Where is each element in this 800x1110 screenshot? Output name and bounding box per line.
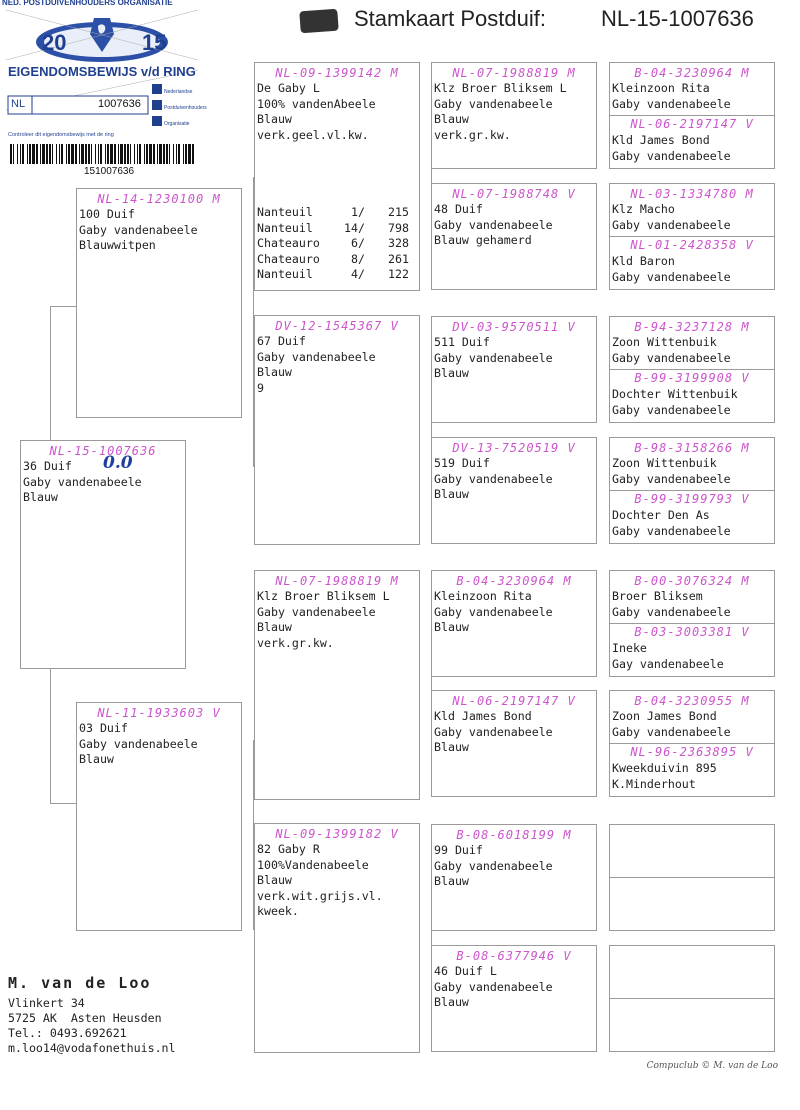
barcode-stripe (192, 144, 194, 164)
ring-number: NL-96-2363895 V (630, 745, 754, 759)
info-line: Dochter Wittenbuik (612, 387, 738, 401)
gen4-pair-empty (609, 945, 775, 1052)
info-line: Blauw gehamerd (434, 233, 532, 247)
barcode-stripe (178, 144, 180, 164)
pigeon-info (434, 709, 594, 756)
info-line: Blauw (434, 740, 469, 754)
info-line: Blauw (257, 873, 292, 887)
npo-line: Nederlandse (164, 89, 193, 95)
info-line: Gaby vandenabeele (612, 217, 731, 232)
info-line: Blauwwitpen (79, 238, 156, 252)
barcode-stripe (88, 144, 90, 164)
mother-pigeon (76, 702, 242, 931)
race-name: Chateauro (257, 251, 320, 266)
info-line: Ineke (612, 641, 647, 655)
barcode-stripe (100, 144, 102, 164)
pigeon-info (257, 334, 417, 396)
race-result-row (257, 205, 409, 221)
info-line: Kleinzoon Rita (434, 589, 532, 603)
info-line: Blauw (434, 620, 469, 634)
grandparent-pigeon (254, 823, 420, 1053)
info-line: Broer Bliksem (612, 589, 703, 603)
info-line: Gaby vandenabeele (612, 269, 731, 284)
info-line: 519 Duif (434, 456, 490, 470)
info-line: Kweekduivin 895 (612, 761, 717, 775)
gen4-pair (609, 570, 775, 677)
barcode-stripe (188, 144, 191, 164)
great-grandparent-pigeon (431, 316, 597, 423)
barcode-stripe (134, 144, 135, 164)
ownership-certificate (2, 0, 207, 180)
barcode-stripe (107, 144, 109, 164)
barcode-stripe (159, 144, 162, 164)
barcode-stripe (81, 144, 84, 164)
barcode-stripe (118, 144, 119, 164)
barcode-stripe (124, 144, 126, 164)
info-line: 9 (257, 380, 264, 395)
race-total: 328 (388, 236, 409, 250)
certificate-number: 1007636 (98, 98, 141, 110)
ring-number: B-04-3230955 M (634, 694, 750, 708)
owner-phone: Tel.: 0493.692621 (8, 1026, 127, 1040)
race-total: 122 (388, 267, 409, 281)
ring-number: NL-14-1230100 M (97, 192, 221, 206)
connector (596, 220, 610, 284)
pigeon-info (612, 589, 772, 620)
info-line: Gay vandenabeele (612, 656, 724, 671)
ring-number: DV-03-9570511 V (452, 320, 576, 334)
barcode-stripe (110, 144, 113, 164)
info-line: K.Minderhout (612, 776, 696, 791)
gen4-pair (609, 183, 775, 290)
pigeon-info (434, 335, 594, 382)
info-line: Gaby vandenabeele (612, 604, 731, 619)
pair-divider (610, 623, 774, 671)
pigeon-info (612, 641, 772, 672)
connector (241, 177, 254, 467)
barcode-stripe (176, 144, 177, 164)
info-line: Gaby vandenabeele (434, 350, 553, 365)
certificate-title: EIGENDOMSBEWIJS v/d RING (8, 64, 196, 79)
pigeon-info (434, 81, 594, 143)
certificate-year-right: 15 (142, 30, 167, 55)
barcode-stripe (32, 144, 35, 164)
info-line: Zoon Wittenbuik (612, 335, 717, 349)
great-grandparent-pigeon (431, 945, 597, 1052)
info-line: Gaby vandenabeele (434, 724, 553, 739)
barcode-stripe (144, 144, 145, 164)
race-place: 1/ (351, 205, 365, 219)
race-total: 261 (388, 251, 409, 266)
info-line: 36 Duif (23, 459, 72, 473)
great-grandparent-pigeon (431, 570, 597, 677)
barcode-stripe (185, 144, 187, 164)
pigeon-info (612, 456, 772, 487)
barcode-stripe (56, 144, 57, 164)
great-grandparent-pigeon (431, 62, 597, 169)
barcode-stripe (22, 144, 24, 164)
great-grandparent-pigeon (431, 824, 597, 931)
barcode-stripe (146, 144, 148, 164)
info-line: verk.wit.grijs.vl. (257, 888, 383, 903)
page-ring-number: NL-15-1007636 (601, 6, 754, 31)
race-place: 8/ (351, 251, 365, 266)
father-pigeon (76, 188, 242, 418)
barcode-stripe (169, 144, 170, 164)
ring-number: NL-06-2197147 V (630, 117, 754, 131)
info-line: Gaby vandenabeele (257, 604, 376, 619)
connector (596, 600, 610, 664)
info-line: Gaby vandenabeele (257, 349, 376, 364)
barcode-stripe (163, 144, 165, 164)
barcode-stripe (173, 144, 174, 164)
race-result-row (257, 252, 409, 268)
race-total: 798 (388, 220, 409, 235)
pigeon-info (434, 202, 594, 249)
barcode-number: 151007636 (84, 166, 135, 177)
gen4-pair (609, 437, 775, 544)
info-line: Blauw (434, 112, 469, 126)
ring-number: DV-12-1545367 V (275, 319, 399, 333)
info-line: Gaby vandenabeele (434, 217, 553, 232)
great-grandparent-pigeon (431, 690, 597, 797)
owner-email: m.loo14@vodafonethuis.nl (8, 1041, 176, 1055)
info-line: 100% vandenAbeele (257, 96, 376, 111)
barcode-stripe (91, 144, 92, 164)
pigeon-info (612, 81, 772, 112)
certificate-country: NL (11, 98, 26, 110)
barcode-stripe (127, 144, 129, 164)
ring-number: B-99-3199908 V (634, 371, 750, 385)
ring-number: B-94-3237128 M (634, 320, 750, 334)
info-line: Gaby vandenabeele (434, 96, 553, 111)
barcode-stripe (157, 144, 158, 164)
ring-number: DV-13-7520519 V (452, 441, 576, 455)
race-name: Nanteuil (257, 220, 313, 235)
certificate-npo (164, 84, 207, 132)
grandparent-pigeon (254, 570, 420, 800)
owner-block (8, 974, 176, 1056)
info-line: Gaby vandenabeele (23, 474, 142, 489)
barcode-stripe (183, 144, 184, 164)
barcode-stripe (27, 144, 28, 164)
info-line: Gaby vandenabeele (612, 96, 731, 111)
pair-divider (610, 115, 774, 163)
info-line: 03 Duif (79, 721, 128, 735)
info-line: verk.geel.vl.kw. (257, 127, 369, 142)
gen4-pair-empty (609, 824, 775, 931)
pair-divider (610, 998, 774, 999)
ring-number: B-98-3158266 M (634, 441, 750, 455)
race-name: Nanteuil (257, 205, 313, 219)
race-results (257, 205, 417, 283)
barcode-stripe (46, 144, 48, 164)
race-name: Chateauro (257, 236, 320, 250)
ring-number: NL-15-1007636 (49, 444, 157, 458)
barcode-stripe (85, 144, 87, 164)
info-line: Gaby vandenabeele (434, 471, 553, 486)
info-line: Gaby vandenabeele (79, 222, 198, 237)
barcode-stripe (20, 144, 21, 164)
ring-number: B-04-3230964 M (456, 574, 572, 588)
ring-number: NL-03-1334780 M (630, 187, 754, 201)
race-place: 6/ (351, 236, 365, 250)
info-line: Klz Broer Bliksem L (257, 589, 390, 603)
race-result-row (257, 236, 409, 252)
info-line: Blauw (434, 487, 469, 501)
info-line: 100%Vandenabeele (257, 857, 369, 872)
info-line: Zoon Wittenbuik (612, 456, 717, 470)
barcode-stripe (49, 144, 51, 164)
barcode-stripe (61, 144, 63, 164)
ring-number: NL-07-1988819 M (452, 66, 576, 80)
pair-divider (610, 236, 774, 284)
barcode-stripe (149, 144, 152, 164)
barcode-stripe (17, 144, 18, 164)
barcode-stripe (137, 144, 138, 164)
info-line: Gaby vandenabeele (612, 350, 731, 365)
subject-pigeon (20, 440, 186, 669)
barcode-stripe (95, 144, 96, 164)
info-line: Klz Broer Bliksem L (434, 81, 567, 95)
info-line: Blauw (23, 490, 58, 504)
ring-number: NL-09-1399142 M (275, 66, 399, 80)
barcode-stripe (114, 144, 116, 164)
barcode-stripe (42, 144, 45, 164)
ring-number: NL-07-1988748 V (452, 187, 576, 201)
barcode-stripe (153, 144, 155, 164)
race-name: Nanteuil (257, 267, 313, 281)
pigeon-info (612, 761, 772, 792)
pigeon-info (434, 964, 594, 1011)
owner-name: M. van de Loo (8, 974, 152, 992)
info-line: Gaby vandenabeele (612, 724, 731, 739)
info-line: 82 Gaby R (257, 842, 320, 856)
certificate-control-text: Controleer dit eigendomsbewijs met de ring (8, 132, 114, 138)
ring-number: NL-07-1988819 M (275, 574, 399, 588)
ring-number: NL-06-2197147 V (452, 694, 576, 708)
grandparent-pigeon (254, 62, 420, 291)
connector (596, 100, 610, 164)
info-line: Gaby vandenabeele (612, 471, 731, 486)
info-line: 67 Duif (257, 334, 306, 348)
ring-number: NL-09-1399182 V (275, 827, 399, 841)
connector (596, 460, 610, 524)
barcode-stripe (40, 144, 41, 164)
barcode-stripe (79, 144, 80, 164)
info-line: De Gaby L (257, 81, 320, 95)
ring-number: B-08-6377946 V (456, 949, 572, 963)
info-line: 511 Duif (434, 335, 490, 349)
barcode-stripe (36, 144, 38, 164)
pigeon-info (612, 508, 772, 539)
info-line: Gaby vandenabeele (612, 402, 731, 417)
pigeon-info (612, 387, 772, 418)
pigeon-info (434, 843, 594, 890)
info-line: Blauw (434, 995, 469, 1009)
barcode-stripe (75, 144, 77, 164)
info-line: 48 Duif (434, 202, 483, 216)
barcode-stripe (105, 144, 106, 164)
info-line: Blauw (257, 365, 292, 379)
pigeon-info (257, 589, 417, 651)
barcode-stripe (71, 144, 74, 164)
info-line: Gaby vandenabeele (612, 523, 731, 538)
info-line: Blauw (257, 620, 292, 634)
pigeon-info (434, 456, 594, 503)
pigeon-info (612, 133, 772, 164)
pigeon-info (612, 335, 772, 366)
info-line: Kld James Bond (434, 709, 532, 723)
ring-number: B-03-3003381 V (634, 625, 750, 639)
info-line: Zoon James Bond (612, 709, 717, 723)
info-line: Kleinzoon Rita (612, 81, 710, 95)
pair-divider (610, 877, 774, 878)
ring-number: B-08-6018199 M (456, 828, 572, 842)
info-line: Blauw (434, 366, 469, 380)
ring-number: B-04-3230964 M (634, 66, 750, 80)
ring-number: NL-11-1933603 V (97, 706, 221, 720)
race-place: 14/ (344, 220, 365, 235)
npo-line: Organisatie (164, 121, 190, 127)
barcode-stripe (139, 144, 141, 164)
pigeon-info (612, 254, 772, 285)
barcode-stripe (120, 144, 123, 164)
barcode-stripe (68, 144, 70, 164)
connector (241, 740, 254, 930)
info-line: verk.gr.kw. (257, 635, 334, 650)
info-line: Dochter Den As (612, 508, 710, 522)
barcode-stripe (130, 144, 131, 164)
pair-divider (610, 490, 774, 538)
pigeon-info (257, 81, 417, 143)
info-line: Gaby vandenabeele (79, 736, 198, 751)
connector (596, 340, 610, 404)
info-line: verk.gr.kw. (434, 127, 511, 142)
info-line: Gaby vandenabeele (434, 604, 553, 619)
connector (50, 306, 77, 441)
gen4-pair (609, 316, 775, 423)
info-line: Blauw (79, 752, 114, 766)
info-line: 100 Duif (79, 207, 135, 221)
barcode-stripe (29, 144, 31, 164)
info-line: Gaby vandenabeele (612, 148, 731, 163)
barcode-stripe (166, 144, 168, 164)
info-line: 46 Duif L (434, 964, 497, 978)
header-stamp (299, 9, 338, 34)
pigeon-info (79, 207, 239, 254)
info-line: 99 Duif (434, 843, 483, 857)
great-grandparent-pigeon (431, 437, 597, 544)
barcode (10, 144, 196, 164)
barcode-stripe (66, 144, 67, 164)
race-result-row (257, 267, 409, 283)
connector (50, 669, 77, 804)
pair-divider (610, 743, 774, 791)
footer-credit: Compuclub © M. van de Loo (646, 1061, 778, 1071)
barcode-stripe (98, 144, 99, 164)
barcode-stripe (13, 144, 14, 164)
pigeon-info (257, 842, 417, 920)
barcode-stripe (10, 144, 12, 164)
pigeon-info (434, 589, 594, 636)
info-line: Kld James Bond (612, 133, 710, 147)
info-line: kweek. (257, 904, 299, 918)
barcode-stripe (52, 144, 53, 164)
ring-number: B-00-3076324 M (634, 574, 750, 588)
race-result-row (257, 221, 409, 237)
gen4-pair (609, 690, 775, 797)
pigeon-info (79, 721, 239, 768)
info-line: Gaby vandenabeele (434, 979, 553, 994)
ring-number: NL-01-2428358 V (630, 238, 754, 252)
owner-address-line: Vlinkert 34 (8, 996, 85, 1010)
handwritten-note: 0.0 (103, 453, 133, 473)
ring-number: B-99-3199793 V (634, 492, 750, 506)
info-line: Gaby vandenabeele (434, 858, 553, 873)
page-title: Stamkaart Postduif: (354, 6, 546, 31)
great-grandparent-pigeon (431, 183, 597, 290)
grandparent-pigeon (254, 315, 420, 545)
gen4-pair (609, 62, 775, 169)
info-line: Kld Baron (612, 254, 675, 268)
race-place: 4/ (351, 267, 365, 281)
owner-address-line: 5725 AK Asten Heusden (8, 1011, 162, 1025)
connector (596, 715, 610, 779)
pigeon-info (612, 202, 772, 233)
info-line: Blauw (434, 874, 469, 888)
certificate-year-left: 20 (42, 30, 67, 55)
race-total: 215 (388, 205, 409, 219)
pigeon-info (612, 709, 772, 740)
info-line: Blauw (257, 112, 292, 126)
pair-divider (610, 369, 774, 417)
info-line: Klz Macho (612, 202, 675, 216)
npo-line: Postduivenhouders (164, 105, 207, 111)
certificate-org: NED. POSTDUIVENHOUDERS ORGANISATIE (2, 0, 173, 7)
barcode-stripe (59, 144, 60, 164)
